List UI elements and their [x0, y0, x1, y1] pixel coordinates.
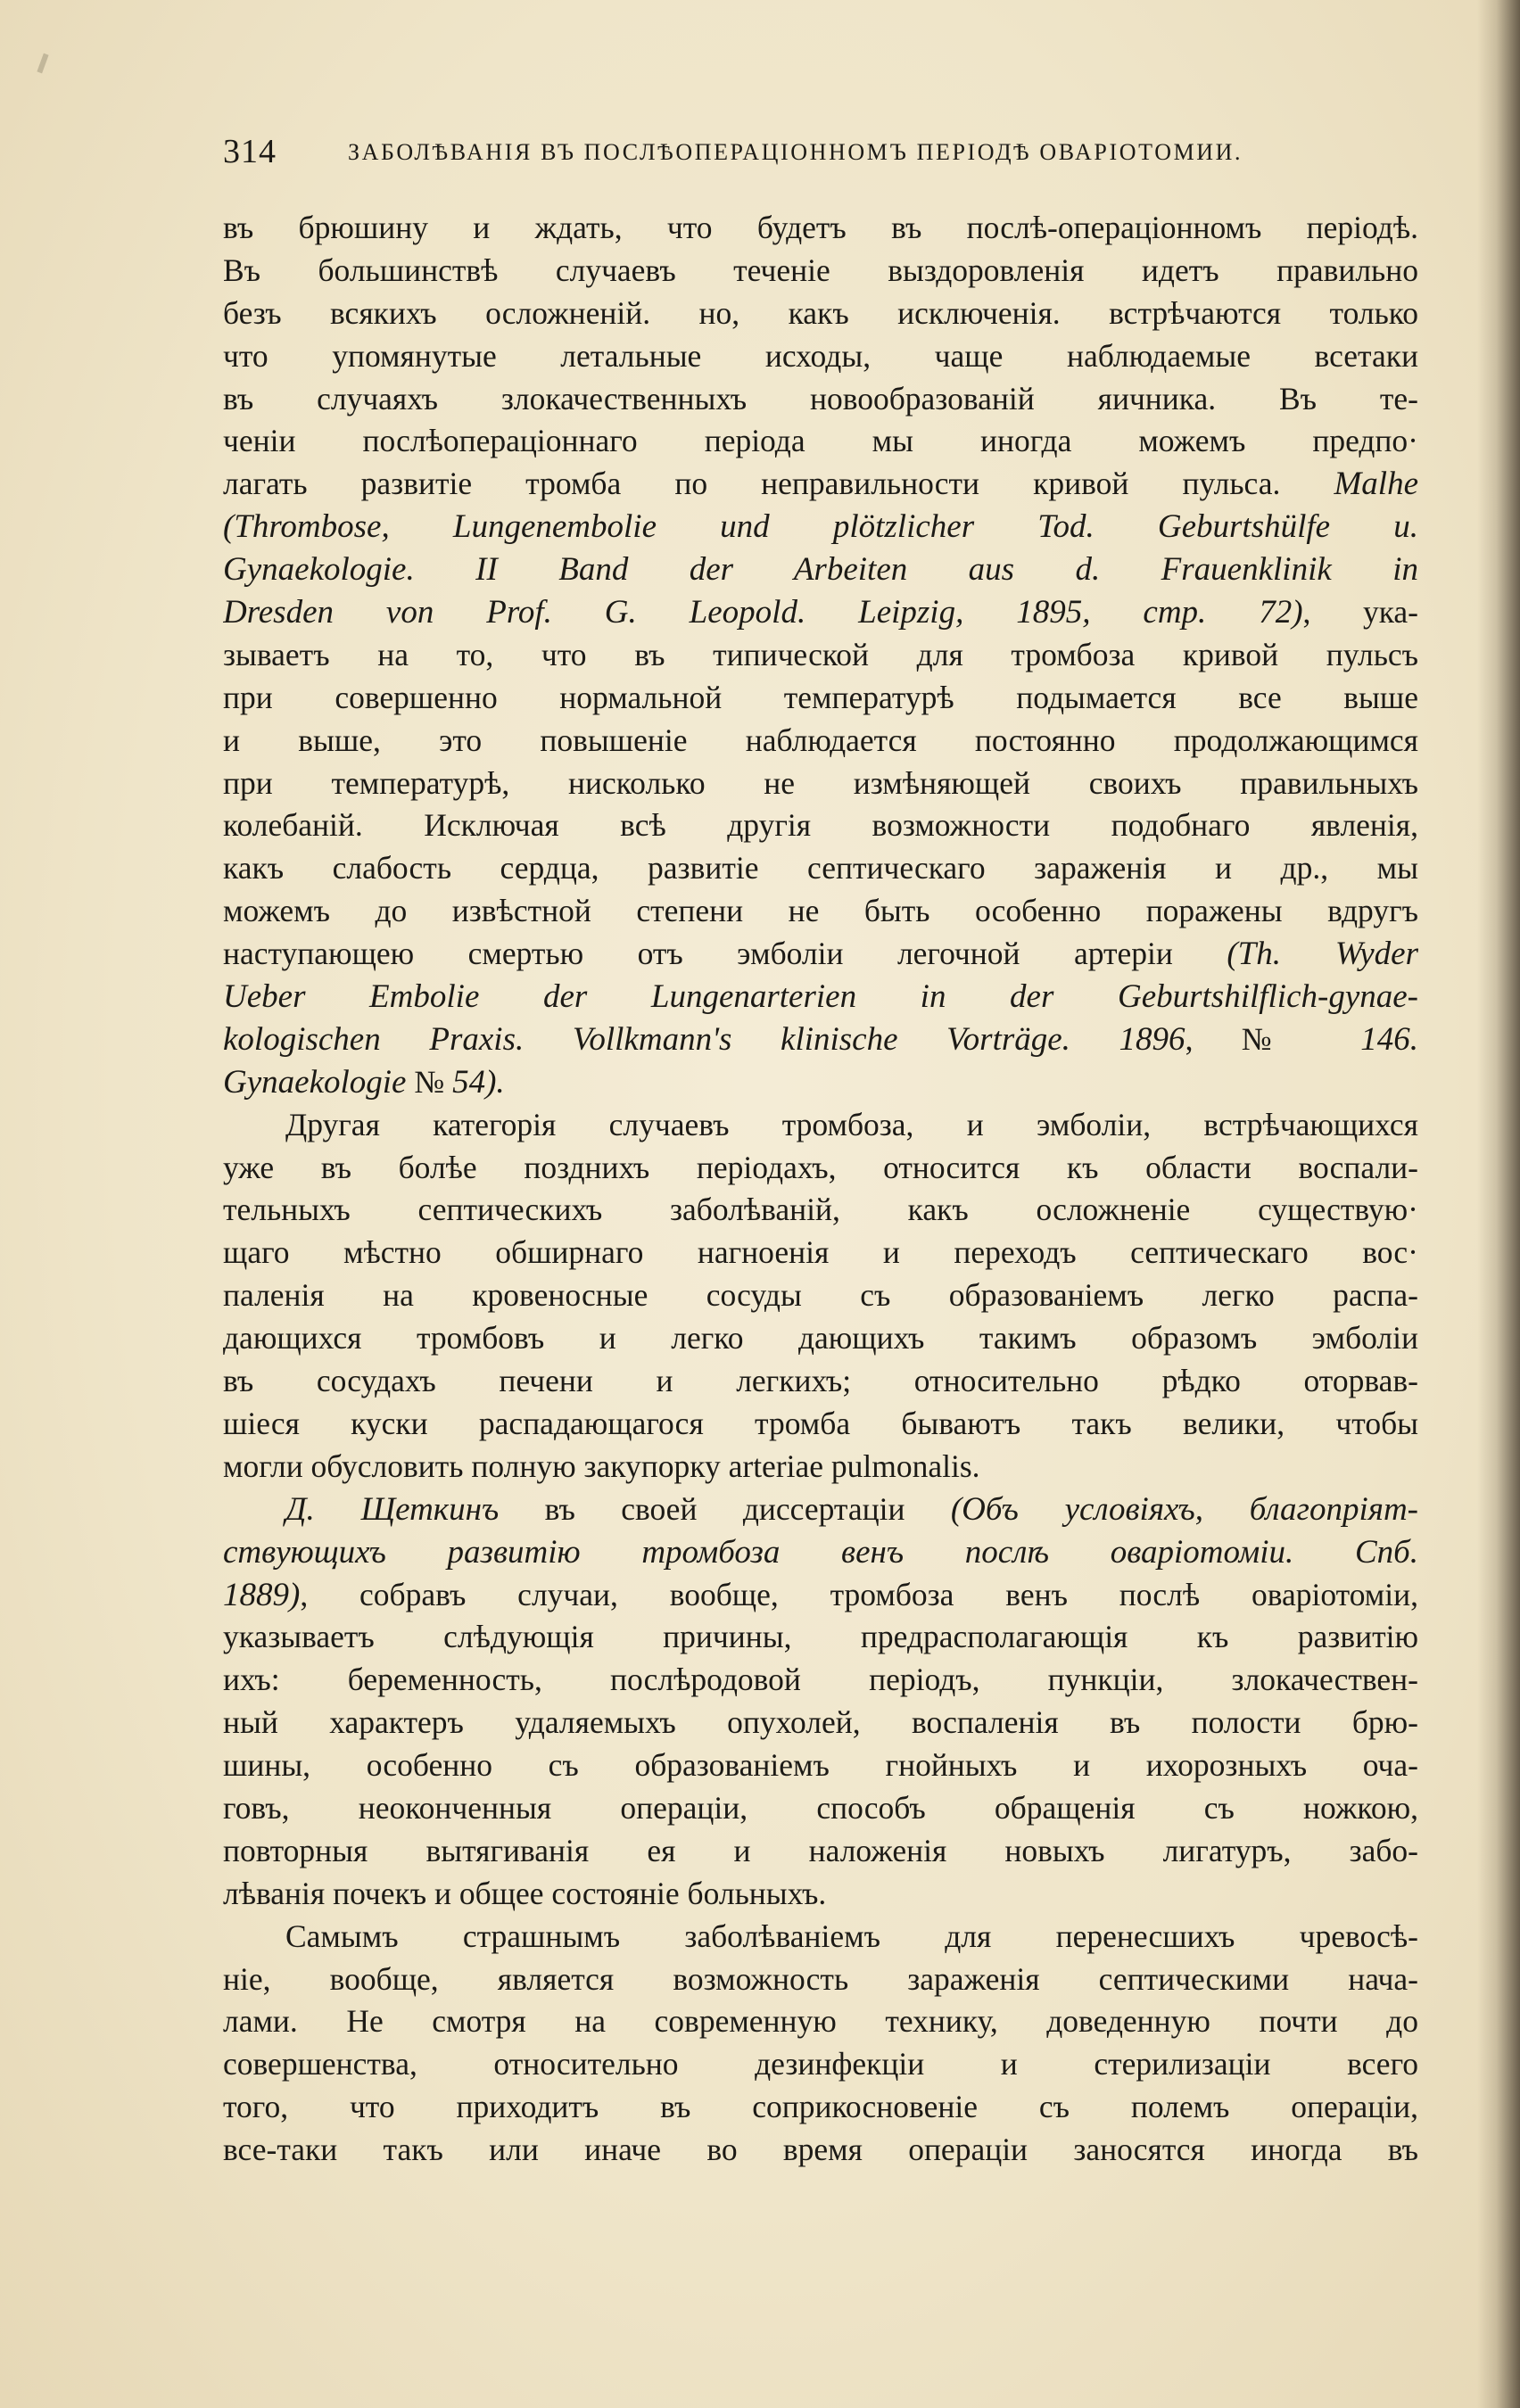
text-segment: Въ большинствѣ случаевъ теченіе выздоровленія идетъ правильно	[223, 252, 1418, 288]
italic-segment: 1889)	[223, 1576, 301, 1613]
italic-segment: ствующихъ развитію тромбоза венъ послѣ оваріотоміи. Спб.	[223, 1533, 1418, 1571]
text-segment: №	[406, 1063, 453, 1100]
text-segment: ченіи послѣопераціоннаго періода мы иногда можемъ предпо·	[223, 423, 1418, 459]
text-line	[223, 1232, 1418, 1274]
italic-segment: Gynaekologie. II Band der Arbeiten aus d. Frauenklinik in	[223, 551, 1418, 589]
text-segment: , собравъ случаи, вообще, тромбоза венъ послѣ оваріотоміи,	[300, 1576, 1418, 1612]
text-segment: въ сосудахъ печени и легкихъ; относительно рѣдко оторвав-	[223, 1363, 1418, 1399]
text-line	[223, 1018, 1418, 1061]
text-segment: уже въ болѣе позднихъ періодахъ, относится къ области воспали-	[223, 1149, 1418, 1185]
text-segment: ный характеръ удаляемыхъ опухолей, воспаленія въ полости брю-	[223, 1704, 1418, 1741]
italic-segment: (Thrombose, Lungenembolie und plötzlicher Tod. Geburtshülfe u.	[223, 508, 1418, 546]
text-line	[223, 933, 1418, 976]
italic-segment: (Объ условіяхъ, благопріят-	[950, 1490, 1418, 1528]
text-line	[223, 1061, 1418, 1104]
text-line	[223, 804, 1418, 847]
binding-shadow	[1477, 0, 1520, 2408]
text-segment: въ случаяхъ злокачественныхъ новообразованій яичника. Въ те-	[223, 380, 1418, 416]
text-segment: паленія на кровеносные сосуды съ образованіемъ легко распа-	[223, 1277, 1418, 1314]
body-text	[223, 207, 1418, 2172]
text-line	[223, 548, 1418, 591]
text-segment: все-таки такъ или иначе во время операціи заносятся иногда въ	[223, 2132, 1418, 2168]
text-line	[223, 1446, 1418, 1489]
text-line	[223, 634, 1418, 677]
text-segment: зываетъ на то, что въ типической для тромбоза кривой пульсъ	[223, 636, 1418, 672]
text-line	[223, 2129, 1418, 2172]
text-segment: ніе, вообще, является возможность зараженія септическими нача-	[223, 1960, 1418, 1997]
text-segment: что упомянутые летальные исходы, чаще наблюдаемые всетаки	[223, 337, 1418, 374]
text-line	[223, 1489, 1418, 1531]
text-segment: при температурѣ, нисколько не измѣняющей своихъ правильныхъ	[223, 764, 1418, 801]
italic-segment: 146.	[1360, 1020, 1418, 1058]
text-segment: безъ всякихъ осложненій. но, какъ исключенія. встрѣчаются только	[223, 294, 1418, 331]
text-line	[223, 677, 1418, 720]
italic-segment: Dresden von Prof. G. Leopold. Leipzig, 1895, стр. 72)	[223, 594, 1303, 631]
text-line	[223, 1787, 1418, 1830]
text-segment: говъ, неоконченныя операціи, способъ обращенія съ ножкою,	[223, 1789, 1418, 1826]
text-line	[223, 1830, 1418, 1873]
text-line	[223, 720, 1418, 763]
text-line	[223, 1702, 1418, 1744]
text-segment: лѣванія почекъ и общее состояніе больныхъ.	[223, 1875, 827, 1911]
text-line	[223, 1104, 1418, 1147]
text-segment: при совершенно нормальной температурѣ подымается все выше	[223, 679, 1418, 715]
text-line	[223, 1189, 1418, 1232]
text-segment: указываетъ слѣдующія причины, предрасполагающія къ развитію	[223, 1619, 1418, 1655]
italic-segment: Д. Щеткинъ	[285, 1490, 500, 1528]
text-segment: щаго мѣстно обширнаго нагноенія и переходъ септическаго вос·	[223, 1234, 1418, 1271]
text-segment: тельныхъ септическихъ заболѣваній, какъ осложненіе существую·	[223, 1192, 1418, 1228]
text-segment: ихъ: беременность, послѣродовой періодъ, пункціи, злокачествен-	[223, 1662, 1418, 1698]
text-line	[223, 1574, 1418, 1617]
text-segment: совершенства, относительно дезинфекціи и стерилизаціи всего	[223, 2046, 1418, 2082]
text-line	[223, 1873, 1418, 1916]
running-head: ЗАБОЛѢВАНІЯ ВЪ ПОСЛѢОПЕРАЦІОННОМЪ ПЕРІОДѢ ОВАРІОТОМИИ.	[348, 139, 1243, 165]
italic-segment: Gynaekologie	[223, 1063, 407, 1101]
text-line	[223, 1959, 1418, 2001]
text-line	[223, 2086, 1418, 2129]
text-line	[223, 506, 1418, 548]
text-segment: повторныя вытягиванія ея и наложенія новыхъ лигатуръ, забо-	[223, 1832, 1418, 1868]
text-segment: въ своей диссертаціи	[499, 1490, 951, 1527]
text-segment: колебаній. Исключая всѣ другія возможности подобнаго явленія,	[223, 807, 1418, 844]
text-line	[223, 1744, 1418, 1787]
text-segment: и выше, это повышеніе наблюдается постоянно продолжающимся	[223, 722, 1418, 758]
text-line	[223, 2000, 1418, 2043]
text-segment: Другая категорія случаевъ тромбоза, и эмболіи, встрѣчающихся	[285, 1106, 1418, 1142]
text-line	[223, 463, 1418, 506]
text-segment: , ука-	[1302, 594, 1418, 631]
text-line	[223, 1360, 1418, 1403]
text-line	[223, 976, 1418, 1018]
page-header	[223, 132, 1418, 177]
italic-segment: kologischen Praxis. Vollkmann's klinische Vorträge. 1896	[223, 1020, 1185, 1058]
text-line	[223, 847, 1418, 890]
text-line	[223, 335, 1418, 378]
text-line	[223, 1531, 1418, 1574]
text-line	[223, 1274, 1418, 1317]
italic-segment: Malhe	[1334, 466, 1418, 503]
text-line	[223, 1403, 1418, 1446]
text-segment: въ брюшину и ждать, что будетъ въ послѣ-операціонномъ періодѣ.	[223, 210, 1418, 245]
text-line	[223, 890, 1418, 933]
text-segment: Самымъ страшнымъ заболѣваніемъ для перенесшихъ чревосѣ-	[285, 1917, 1418, 1954]
text-line	[223, 763, 1418, 805]
text-segment: лагать развитіе тромба по неправильности кривой пульса.	[223, 466, 1334, 502]
text-line	[223, 2043, 1418, 2086]
text-line	[223, 1916, 1418, 1959]
text-segment: могли обусловить полную закупорку arteriae pulmonalis.	[223, 1447, 980, 1484]
text-line	[223, 207, 1418, 250]
text-line	[223, 1616, 1418, 1659]
text-line	[223, 250, 1418, 293]
text-segment: дающихся тромбовъ и легко дающихъ такимъ образомъ эмболіи	[223, 1320, 1418, 1357]
text-segment: лами. Не смотря на современную технику, доведенную почти до	[223, 2003, 1418, 2040]
text-segment: того, что приходитъ въ соприкосновеніе съ полемъ операціи,	[223, 2089, 1418, 2125]
text-line	[223, 420, 1418, 463]
text-segment: какъ слабость сердца, развитіе септическаго зараженія и др., мы	[223, 850, 1418, 887]
text-segment: наступающею смертью отъ эмболіи легочной артеріи	[223, 936, 1227, 972]
text-line	[223, 378, 1418, 421]
text-line	[223, 293, 1418, 335]
text-line	[223, 1659, 1418, 1702]
italic-segment: 54).	[452, 1063, 505, 1101]
page-smudge	[37, 54, 48, 74]
italic-segment: (Th. Wyder	[1227, 936, 1418, 973]
italic-segment: Ueber Embolie der Lungenarterien in der Geburtshilflich-gynae-	[223, 978, 1418, 1016]
text-line	[223, 1317, 1418, 1360]
page-number: 314	[223, 133, 277, 170]
text-segment: , №	[1185, 1020, 1361, 1057]
text-line	[223, 591, 1418, 634]
text-segment: шіеся куски распадающагося тромба бываютъ такъ велики, чтобы	[223, 1405, 1418, 1441]
text-segment: можемъ до извѣстной степени не быть особенно поражены вдругъ	[223, 893, 1418, 929]
text-line	[223, 1147, 1418, 1190]
text-segment: шины, особенно съ образованіемъ гнойныхъ и ихорозныхъ оча-	[223, 1747, 1418, 1784]
